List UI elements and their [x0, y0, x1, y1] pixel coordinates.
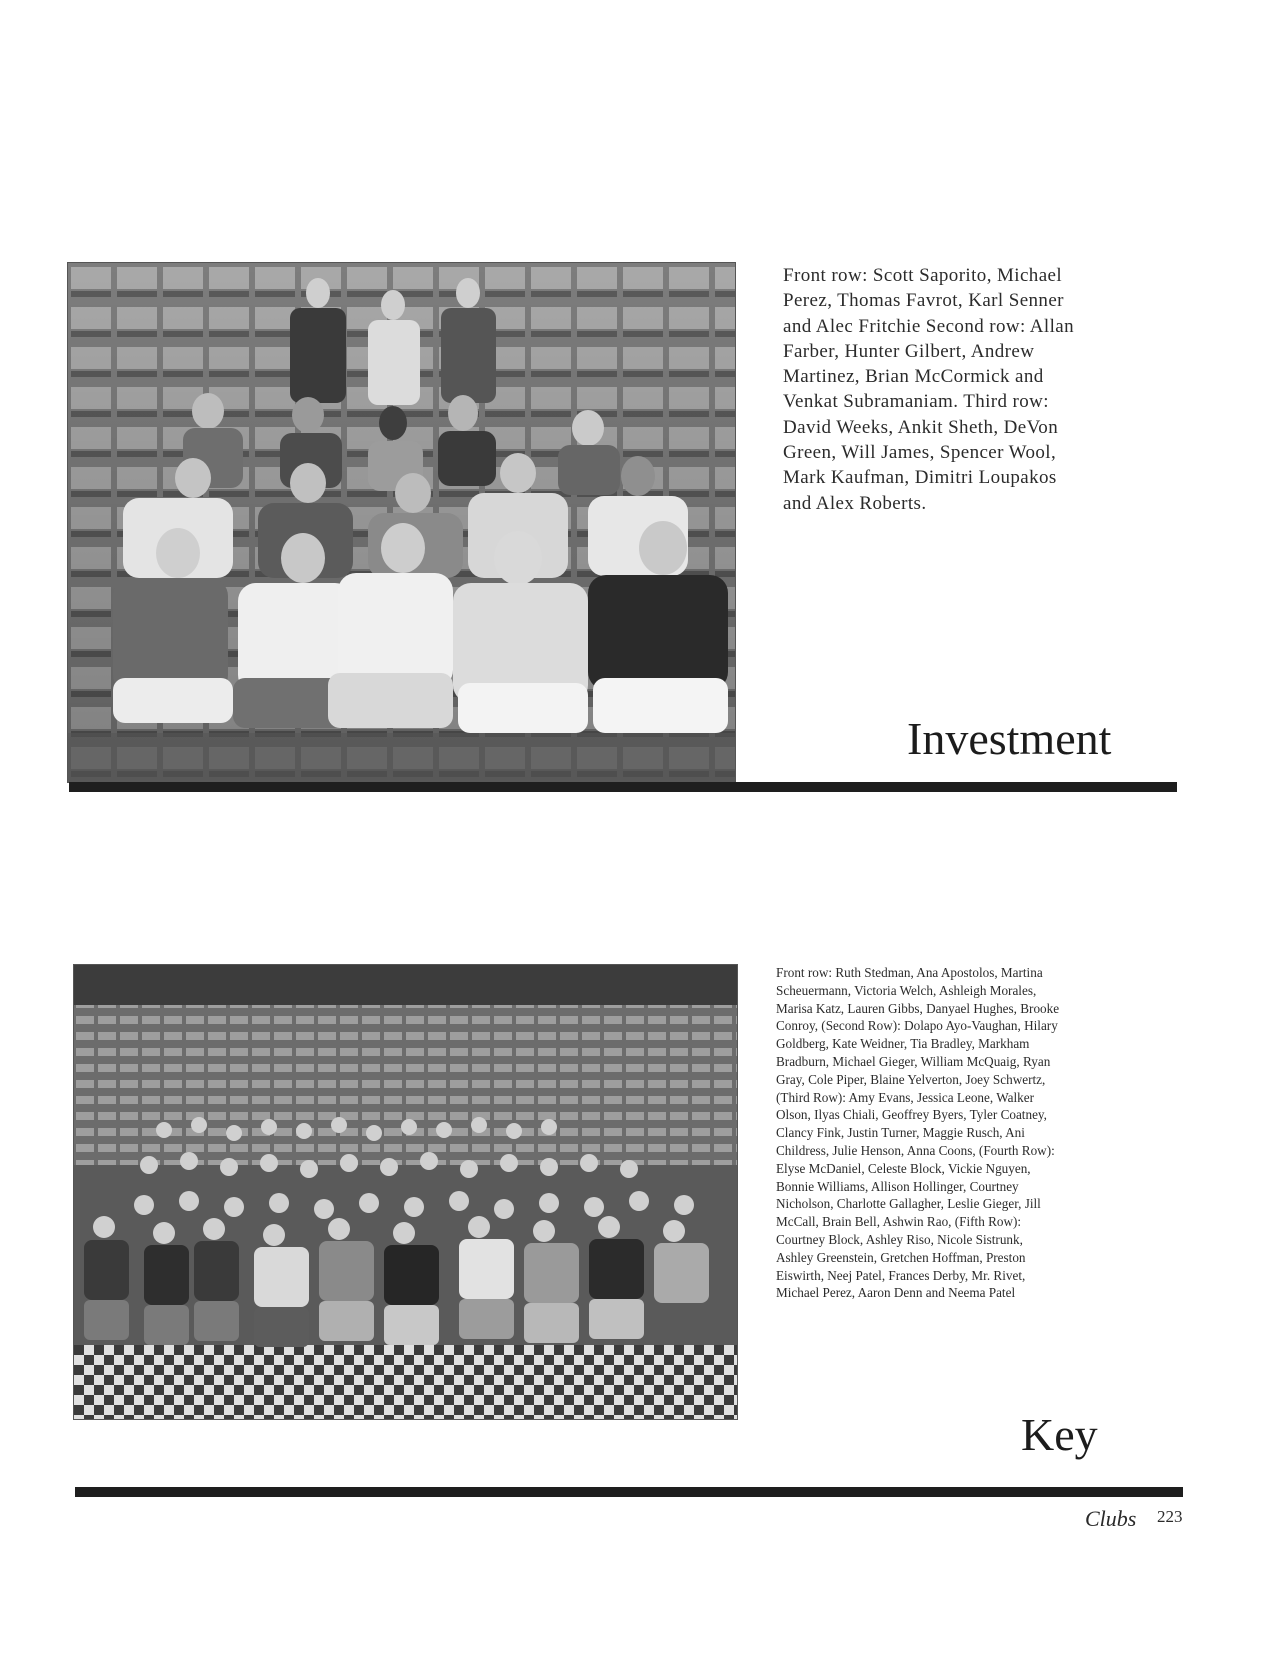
- footer-section-label: Clubs: [1085, 1506, 1137, 1531]
- investment-caption: Front row: Scott Saporito, Michael Perez, Thomas Favrot, Karl Senner and Alec Fritchie Second row: Allan Farber, Hunter Gilbert, Andrew Martinez, Brian McCormick and Venkat Subramaniam. Third row: David Weeks, Ankit Sheth, DeVon Green, Will James, Spencer Wool, Mark Kaufman, Dimitri Loupakos and Alex Roberts.: [783, 265, 1075, 514]
- key-title: Key: [1021, 1409, 1098, 1460]
- key-caption: Front row: Ruth Stedman, Ana Apostolos, Martina Scheuermann, Victoria Welch, Ashleigh Morales, Marisa Katz, Lauren Gibbs, Danyael Hughes, Brooke Conroy, (Second Row): Dolapo Ayo-Vaughan, Hilary Goldberg, Kate Weidner, Tia Bradley, Markham Bradburn, Michael Gieger, William McQuaig, Ryan Gray, Cole Piper, Blaine Yelverton, Joey Schwertz, (Third Row): Amy Evans, Jessica Leone, Walker Olson, Ilyas Chiali, Geoffrey Byers, Tyler Coatney, Clancy Fink, Justin Turner, Maggie Rusch, Ani Childress, Julie Henson, Anna Coons, (Fourth Row): Elyse McDaniel, Celeste Block, Vickie Nguyen, Bonnie Williams, Allison Hollinger, Courtney Nicholson, Charlotte Gallagher, Leslie Gieger, Jill McCall, Brain Bell, Ashwin Rao, (Fifth Row): Courtney Block, Ashley Riso, Nicole Sistrunk, Ashley Greenstein, Gretchen Hoffman, Preston Eiswirth, Neej Patel, Frances Derby, Mr. Rivet, Michael Perez, Aaron Denn and Neema Patel: [776, 965, 1060, 1301]
- investment-club-photo: [67, 262, 736, 783]
- investment-title: Investment: [907, 713, 1112, 764]
- key-photo-graphic: [74, 965, 737, 1419]
- investment-photo-graphic: [68, 263, 735, 782]
- section-divider: [69, 782, 1177, 792]
- key-club-photo: [73, 964, 738, 1420]
- section-divider: [75, 1487, 1183, 1497]
- page-number: 223: [1157, 1507, 1183, 1526]
